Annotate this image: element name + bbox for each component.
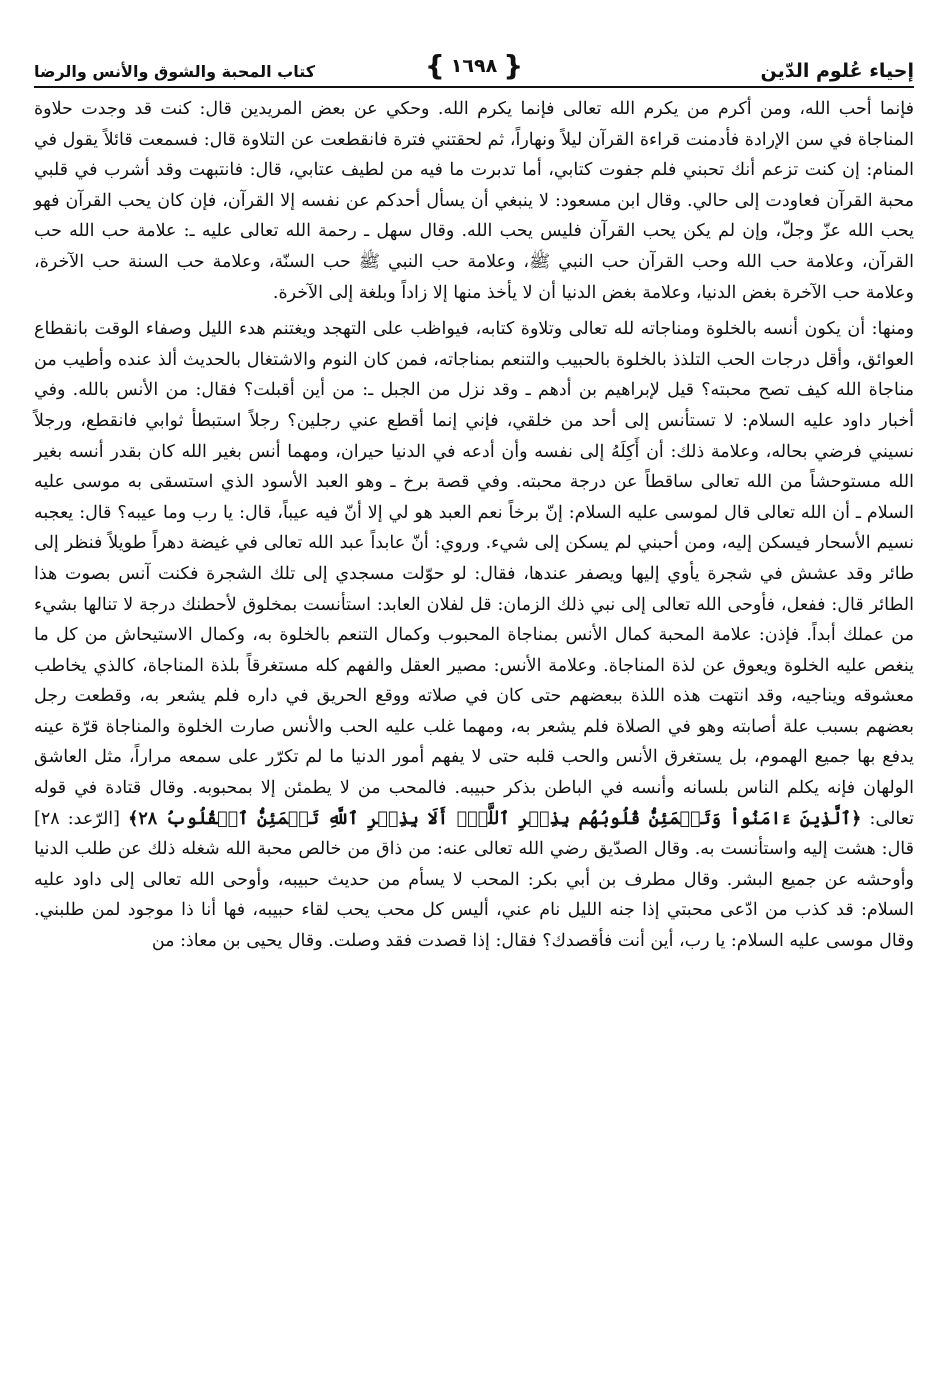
paragraph-2-text-a: ومنها: أن يكون أنسه بالخلوة ومناجاته لله تعالى وتلاوة كتابه، فيواظب على التهجد ويغتنم هدء الليل وصفاء الوقت بانقطاع العوائق، وأقل درجات الحب التلذذ بالخلوة بالحبيب والتنعم بمناجاته، فمن كان النوم والاشتغال بالحديث ألذ عنده وأطيب من مناجاة الله كيف تصح محبته؟ قيل لإبراهيم بن أدهم ـ وقد نزل من الجبل ـ: من أين أقبلت؟ فقال: من الأنس بالله. وفي أخبار داود عليه السلام: لا تستأنس إلى أحد من خلقي، فإني إنما أقطع عني رجلين؟ رجلاً استبطأ ثوابي فانقطع، ورجلاً نسيني فرضي بحاله، وعلامة ذلك: أن أَكِلَهُ إلى نفسه وأن أدعه في الدنيا حيران، ومهما أنس بغير الله كان بقدر أنسه بغير الله مستوحشاً من الله تعالى ساقطاً عن درجة محبته. وفي قصة برخ ـ وهو العبد الأسود الذي استسقى به موسى عليه السلام ـ أن الله تعالى قال لموسى عليه السلام: إنّ برخاً نعم العبد هو لي إلا أنّ فيه عيباً، قال: يا رب وما عيبه؟ قال: يعجبه نسيم الأسحار فيسكن إليه، ومن أحبني لم يسكن إلى شيء. وروي: أنّ عابداً عبد الله تعالى في غيضة دهراً طويلاً فنظر إلى طائر وقد عشش في شجرة يأوي إليها ويصفر عندها، فقال: لو حوّلت مسجدي إلى تلك الشجرة فكنت آنس بصوت هذا الطائر قال: ففعل، فأوحى الله تعالى إلى نبي ذلك الزمان: قل لفلان العابد: استأنست بمخلوق لأحطنك درجة لا تنالها بشيء من عملك أبداً. فإذن: علامة المحبة كمال الأنس بمناجاة المحبوب وكمال التنعم بالخلوة به، وكمال الاستيحاش من كل ما ينغص عليه الخلوة ويعوق عن لذة المناجاة. وعلامة الأنس: مصير العقل والفهم كله مستغرقاً بلذة المناجاة، كالذي يخاطب معشوقه ويناجيه، وقد انتهت هذه اللذة ببعضهم حتى كان في صلاته ووقع الحريق في داره فلم يشعر به، وقطعت رجل بعضهم بسبب علة أصابته وهو في الصلاة فلم يشعر به، ومهما غلب عليه الحب والأنس صارت الخلوة والمناجاة قرّة عينه يدفع بها جميع الهموم، بل يستغرق الأنس والحب قلبه حتى لا يفهم أمور الدنيا ما لم تكرّر على سمعه مراراً، مثل العاشق الولهان فإنه يكلم الناس بلسانه وأنسه في الباطن بذكر حبيبه. فالمحب من لا يطمئن إلا بمحبوبه. وقال قتادة في قوله تعالى: — [34, 319, 915, 829]
book-title: إحياء عُلوم الدّين — [760, 60, 914, 82]
paragraph-1: فإنما أحب الله، ومن أكرم من يكرم الله تعالى فإنما يكرم الله. وحكي عن بعض المريدين قال: كنت قد وجدت حلاوة المناجاة في سن الإرادة فأدمنت قراءة القرآن ليلاً ونهاراً، ثم لحقتني فترة فانقطعت عن التلاوة قال: فسمعت قائلاً يقول في المنام: إن كنت تزعم أنك تحبني فلم جفوت كتابي، أما تدبرت ما فيه من لطيف عتابي، قال: فانتبهت وقد أشرب في قلبي محبة القرآن فعاودت إلى حالي. وقال ابن مسعود: لا ينبغي أن يسأل أحدكم عن نفسه إلا القرآن، فإن كان يحب القرآن فهو يحب الله عزّ وجلّ، وإن لم يكن يحب القرآن فليس يحب الله. وقال سهل ـ رحمة الله تعالى عليه ـ: علامة حب الله حب القرآن، وعلامة حب الله وحب القرآن حب النبي ﷺ، وعلامة حب النبي ﷺ حب السنّة، وعلامة حب السنة حب الآخرة، وعلامة حب الآخرة بغض الدنيا، وعلامة بغض الدنيا أن لا يأخذ منها إلا زاداً وبلغة إلى الآخرة. — [34, 99, 914, 303]
left-brace-ornament: { — [424, 49, 445, 82]
paragraph-2 — [34, 314, 914, 956]
page-number: ١٦٩٨ — [450, 55, 498, 77]
page-body — [34, 94, 914, 957]
quran-verse: ﴿ٱلَّذِينَ ءَامَنُواْ وَتَطۡمَئِنُّ قُلُوبُهُم بِذِكۡرِ ٱللَّهِۗ أَلَا بِذِكۡرِ ٱللَّهِ تَطۡمَئِنُّ ٱلۡقُلُوبُ ٢٨﴾ — [128, 808, 862, 829]
paragraph-2-text-b: [الرّعد: ٢٨] قال: هشت إليه واستأنست به. وقال الصدّيق رضي الله تعالى عنه: من ذاق من خالص محبة الله شغله ذلك عن طلب الدنيا وأوحشه عن جميع البشر. وقال مطرف بن أبي بكر: المحب لا يسأم من حديث حبيبه، وأوحى الله تعالى إلى داود عليه السلام: قد كذب من ادّعى محبتي إذا جنه الليل نام عني، أليس كل محب يحب لقاء حبيبه، فها أنا ذا موجود لمن طلبني. وقال موسى عليه السلام: يا رب، أين أنت فأقصدك؟ فقال: إذا قصدت فقد وصلت. وقال يحيى بن معاذ: من — [34, 808, 914, 952]
right-brace-ornament: } — [503, 49, 524, 82]
header-divider — [34, 86, 914, 88]
book-page — [34, 40, 914, 1380]
section-title: كتاب المحبة والشوق والأنس والرضا — [34, 62, 316, 81]
page-number-block — [424, 49, 524, 82]
page-header — [34, 40, 914, 90]
